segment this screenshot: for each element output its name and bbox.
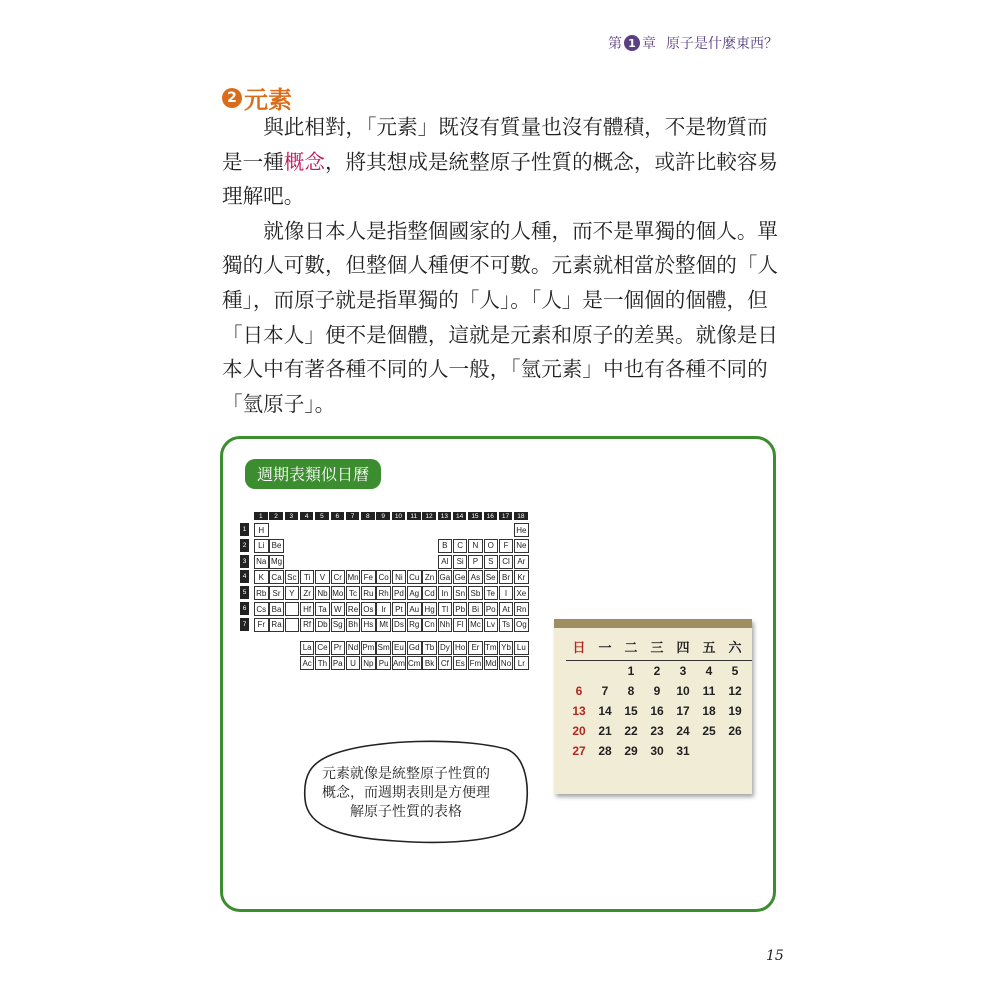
element-cell: Ra: [269, 618, 284, 632]
group-number: 7: [346, 512, 361, 520]
weekday-label: 六: [728, 640, 742, 655]
calendar: [554, 619, 752, 794]
element-cell: Tb: [422, 641, 437, 655]
period-number: 5: [240, 586, 249, 600]
element-cell: Cd: [422, 586, 437, 600]
element-cell: Zr: [300, 586, 315, 600]
element-cell: Tm: [484, 641, 499, 655]
element-cell: Es: [453, 656, 468, 670]
element-cell: Rf: [300, 618, 315, 632]
element-cell: No: [499, 656, 514, 670]
element-cell: Ts: [499, 618, 514, 632]
element-cell: Ho: [453, 641, 468, 655]
element-cell: Mo: [331, 586, 346, 600]
element-cell: Fr: [254, 618, 269, 632]
group-number: 11: [407, 512, 422, 520]
calendar-day: 17: [676, 704, 690, 718]
element-cell: Lr: [514, 656, 529, 670]
calendar-day: 29: [624, 744, 638, 758]
element-cell: P: [468, 555, 483, 569]
element-cell: Pu: [376, 656, 391, 670]
element-cell: Sr: [269, 586, 284, 600]
section-title: 元素: [244, 86, 292, 114]
calendar-day: 10: [676, 684, 690, 698]
element-cell: Fl: [453, 618, 468, 632]
group-number: 4: [300, 512, 315, 520]
calendar-day: 23: [650, 724, 664, 738]
element-cell: Xe: [514, 586, 529, 600]
calendar-day: 27: [572, 744, 586, 758]
calendar-day: 28: [598, 744, 612, 758]
calendar-binding: [554, 619, 752, 628]
element-cell: Pb: [453, 602, 468, 616]
calendar-day: [722, 741, 748, 761]
weekday-label: 五: [702, 640, 716, 655]
element-cell: Ir: [376, 602, 391, 616]
element-cell: Ni: [392, 570, 407, 584]
element-cell: Mg: [269, 555, 284, 569]
element-cell: As: [468, 570, 483, 584]
element-cell: Kr: [514, 570, 529, 584]
group-number: 12: [422, 512, 437, 520]
group-number: 5: [315, 512, 330, 520]
element-cell: Nh: [438, 618, 453, 632]
element-cell: Dy: [438, 641, 453, 655]
element-cell: Rh: [376, 586, 391, 600]
figure-title: 週期表類似日曆: [245, 459, 381, 489]
bubble-line: 概念，而週期表則是方便理: [322, 785, 490, 801]
period-number: 4: [240, 570, 249, 584]
group-number: 18: [514, 512, 529, 520]
element-cell: Cu: [407, 570, 422, 584]
element-cell: Ba: [269, 602, 284, 616]
element-cell: Ta: [315, 602, 330, 616]
element-cell: Fe: [361, 570, 376, 584]
element-cell: Eu: [392, 641, 407, 655]
period-number: 7: [240, 618, 249, 632]
calendar-day: 20: [572, 724, 586, 738]
element-cell: Sb: [468, 586, 483, 600]
element-cell: Rb: [254, 586, 269, 600]
element-cell: Ca: [269, 570, 284, 584]
group-number: 8: [361, 512, 376, 520]
element-cell: Os: [361, 602, 376, 616]
element-cell: Db: [315, 618, 330, 632]
group-number: 15: [468, 512, 483, 520]
element-cell: La: [300, 641, 315, 655]
element-cell: Y: [285, 586, 300, 600]
element-cell: F: [499, 539, 514, 553]
element-cell: Bk: [422, 656, 437, 670]
element-cell: Te: [484, 586, 499, 600]
element-cell: Be: [269, 539, 284, 553]
element-cell: H: [254, 523, 269, 537]
paragraph-1-part-a: 與此相對，「元素」既沒有質量也沒有體積，不是物質而是一種: [222, 115, 768, 174]
element-cell: N: [468, 539, 483, 553]
element-cell: Fm: [468, 656, 483, 670]
element-cell: Ar: [514, 555, 529, 569]
element-cell: Pt: [392, 602, 407, 616]
paragraph-2: 就像日本人是指整個國家的人種，而不是單獨的個人。單獨的人可數，但整個人種便不可數。元素就相當於整個的「人種」，而原子就是指單獨的「人」。「人」是一個個的個體，但「日本人」便不是個體，這就是元素和原子的差異。就像是日本人中有著各種不同的人一般，「氫元素」中也有各種不同的「氫原子」。: [222, 218, 779, 416]
element-cell: He: [514, 523, 529, 537]
bubble-line: 解原子性質的表格: [350, 804, 462, 820]
element-cell: Ce: [315, 641, 330, 655]
section-number-badge: 2: [222, 88, 242, 108]
paragraph-1: [222, 110, 782, 214]
element-cell: Pd: [392, 586, 407, 600]
element-cell: Cm: [407, 656, 422, 670]
calendar-day: 1: [627, 664, 635, 678]
element-cell: Ga: [438, 570, 453, 584]
calendar-day: 26: [728, 724, 742, 738]
element-cell: Bh: [346, 618, 361, 632]
element-cell: [285, 618, 300, 632]
weekday-label: 二: [624, 640, 638, 655]
element-cell: At: [499, 602, 514, 616]
element-cell: Md: [484, 656, 499, 670]
chapter-number-badge: 1: [624, 35, 640, 51]
element-cell: Re: [346, 602, 361, 616]
calendar-day: [592, 661, 618, 681]
element-cell: B: [438, 539, 453, 553]
element-cell: Mt: [376, 618, 391, 632]
calendar-day: 2: [653, 664, 661, 678]
element-cell: Co: [376, 570, 391, 584]
element-cell: Sm: [376, 641, 391, 655]
group-number: 17: [499, 512, 514, 520]
element-cell: Na: [254, 555, 269, 569]
calendar-day: 4: [705, 664, 713, 678]
element-cell: Si: [453, 555, 468, 569]
element-cell: Ag: [407, 586, 422, 600]
element-cell: Ru: [361, 586, 376, 600]
element-cell: Mc: [468, 618, 483, 632]
element-cell: Lu: [514, 641, 529, 655]
element-cell: Br: [499, 570, 514, 584]
element-cell: U: [346, 656, 361, 670]
element-cell: Sn: [453, 586, 468, 600]
calendar-day: 30: [650, 744, 664, 758]
chapter-suffix: 章: [642, 36, 656, 52]
bubble-text: [311, 765, 501, 822]
calendar-weekdays: [566, 638, 752, 661]
calendar-day: 7: [601, 684, 609, 698]
calendar-day: 22: [624, 724, 638, 738]
calendar-day: 31: [676, 744, 690, 758]
calendar-day: 16: [650, 704, 664, 718]
element-cell: Sg: [331, 618, 346, 632]
element-cell: In: [438, 586, 453, 600]
element-cell: O: [484, 539, 499, 553]
element-cell: Al: [438, 555, 453, 569]
element-cell: [285, 602, 300, 616]
calendar-day: 9: [653, 684, 661, 698]
element-cell: C: [453, 539, 468, 553]
calendar-day: [566, 661, 592, 681]
element-cell: Pr: [331, 641, 346, 655]
element-cell: W: [331, 602, 346, 616]
group-number: 3: [285, 512, 300, 520]
period-number: 6: [240, 602, 249, 616]
element-cell: Hf: [300, 602, 315, 616]
element-cell: Sc: [285, 570, 300, 584]
calendar-day: 11: [702, 684, 716, 698]
calendar-day: 6: [575, 684, 583, 698]
element-cell: Cl: [499, 555, 514, 569]
bubble-line: 元素就像是統整原子性質的: [322, 766, 490, 782]
element-cell: Og: [514, 618, 529, 632]
element-cell: Cr: [331, 570, 346, 584]
element-cell: Th: [315, 656, 330, 670]
calendar-days: [566, 661, 752, 761]
element-cell: Cn: [422, 618, 437, 632]
calendar-day: 8: [627, 684, 635, 698]
chapter-prefix: 第: [608, 36, 622, 52]
page-number: 15: [766, 948, 784, 964]
element-cell: Nd: [346, 641, 361, 655]
element-cell: Se: [484, 570, 499, 584]
element-cell: Yb: [499, 641, 514, 655]
element-cell: Ge: [453, 570, 468, 584]
element-cell: Bi: [468, 602, 483, 616]
weekday-label: 四: [676, 640, 690, 655]
element-cell: Np: [361, 656, 376, 670]
calendar-day: 19: [728, 704, 742, 718]
element-cell: Au: [407, 602, 422, 616]
element-cell: Gd: [407, 641, 422, 655]
calendar-day: 24: [676, 724, 690, 738]
group-number: 16: [484, 512, 499, 520]
calendar-day: 13: [572, 704, 586, 718]
calendar-day: [696, 741, 722, 761]
element-cell: Li: [254, 539, 269, 553]
element-cell: Pa: [331, 656, 346, 670]
period-number: 2: [240, 539, 249, 553]
element-cell: Tl: [438, 602, 453, 616]
calendar-day: 14: [598, 704, 612, 718]
body-text: [222, 110, 782, 421]
element-cell: Tc: [346, 586, 361, 600]
element-cell: Mn: [346, 570, 361, 584]
running-header: [608, 33, 778, 53]
period-number: 1: [240, 523, 249, 537]
weekday-label: 三: [650, 640, 664, 655]
group-number: 9: [376, 512, 391, 520]
weekday-label: 日: [572, 640, 586, 655]
element-cell: Ds: [392, 618, 407, 632]
element-cell: S: [484, 555, 499, 569]
element-cell: Cf: [438, 656, 453, 670]
calendar-day: 15: [624, 704, 638, 718]
highlight-concept: 概念: [283, 149, 325, 174]
chapter-title: 原子是什麼東西？: [666, 36, 778, 52]
element-cell: Cs: [254, 602, 269, 616]
group-number: 10: [392, 512, 407, 520]
element-cell: K: [254, 570, 269, 584]
calendar-day: 12: [728, 684, 742, 698]
calendar-day: 5: [731, 664, 739, 678]
group-number: 13: [438, 512, 453, 520]
element-cell: Am: [392, 656, 407, 670]
element-cell: V: [315, 570, 330, 584]
element-cell: Po: [484, 602, 499, 616]
group-number: 6: [331, 512, 346, 520]
paragraph-1-part-b: ，將其想成是統整原子性質的概念，或許比較容易理解吧。: [222, 149, 779, 209]
element-cell: Nb: [315, 586, 330, 600]
calendar-day: 3: [679, 664, 687, 678]
group-number: 14: [453, 512, 468, 520]
calendar-day: 21: [598, 724, 612, 738]
group-number: 2: [269, 512, 284, 520]
weekday-label: 一: [598, 640, 612, 655]
element-cell: Pm: [361, 641, 376, 655]
element-cell: Rg: [407, 618, 422, 632]
element-cell: Zn: [422, 570, 437, 584]
period-number: 3: [240, 555, 249, 569]
element-cell: Ne: [514, 539, 529, 553]
calendar-day: 25: [702, 724, 716, 738]
element-cell: Ac: [300, 656, 315, 670]
element-cell: Ti: [300, 570, 315, 584]
element-cell: Hs: [361, 618, 376, 632]
element-cell: I: [499, 586, 514, 600]
group-number: 1: [254, 512, 269, 520]
element-cell: Lv: [484, 618, 499, 632]
element-cell: Rn: [514, 602, 529, 616]
element-cell: Hg: [422, 602, 437, 616]
figure-box: [220, 436, 776, 912]
element-cell: Er: [468, 641, 483, 655]
calendar-day: 18: [702, 704, 716, 718]
